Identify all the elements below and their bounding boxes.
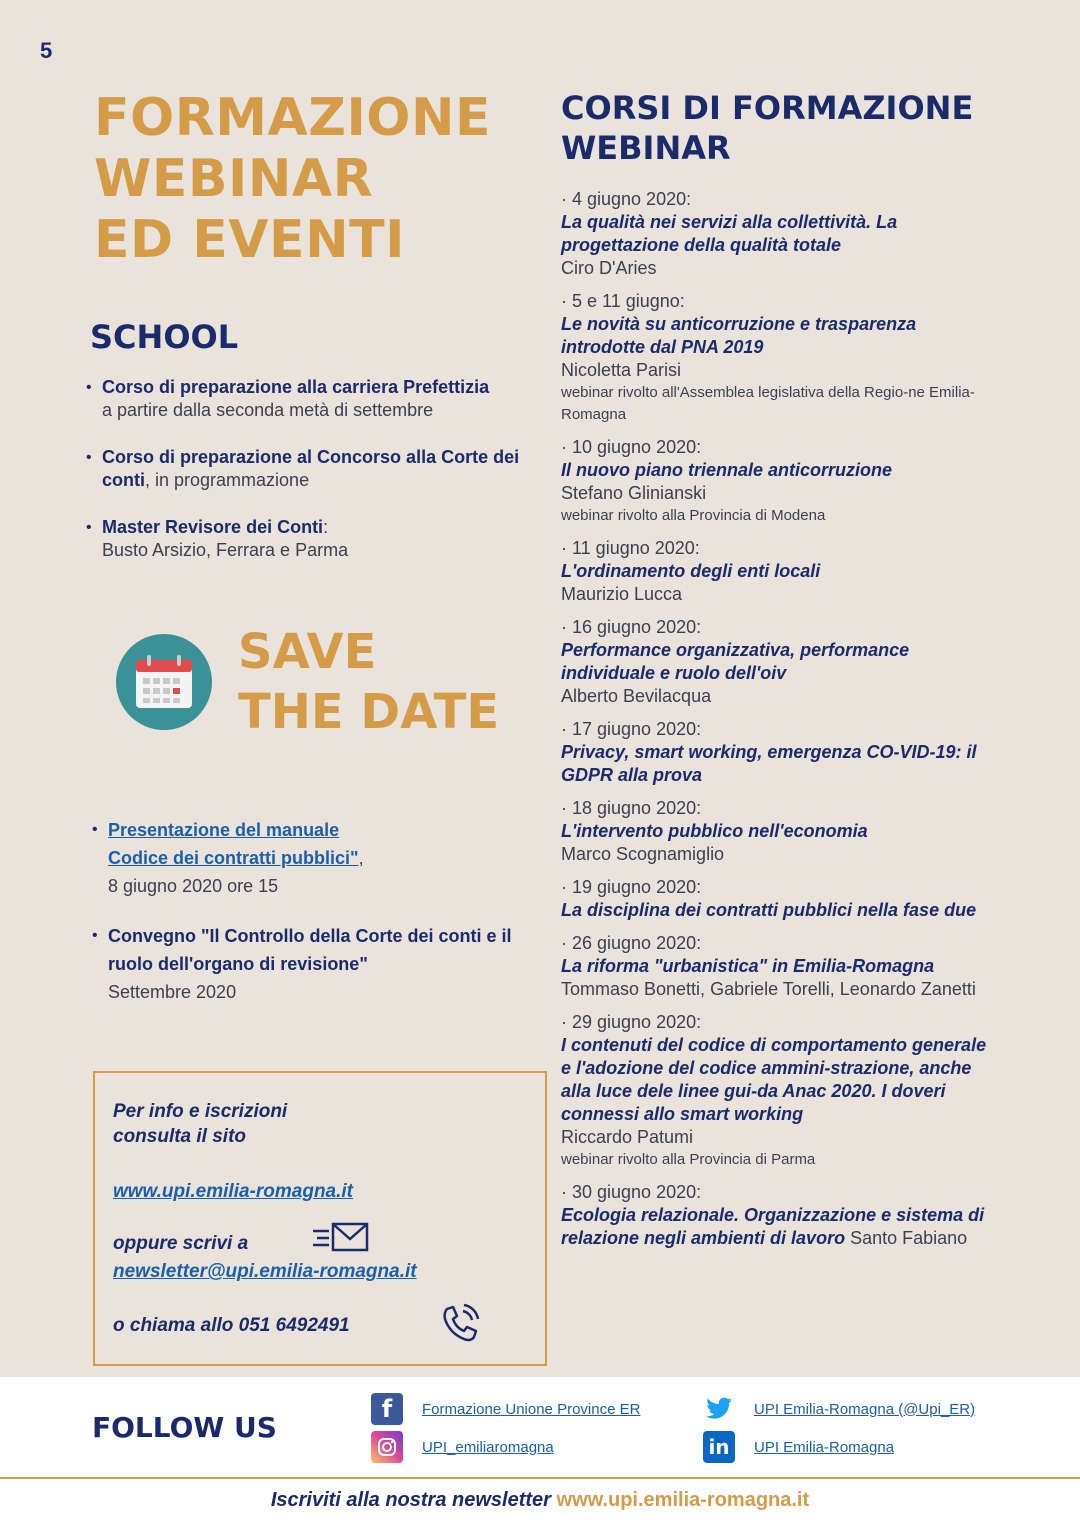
course-date: · 18 giugno 2020:	[561, 798, 702, 818]
follow-us-title: FOLLOW US	[92, 1411, 277, 1444]
course-item	[561, 1181, 1001, 1250]
course-title: L'ordinamento degli enti locali	[561, 561, 821, 581]
event-link[interactable]: Presentazione del manuale	[108, 820, 340, 840]
course-item	[561, 1011, 1001, 1171]
course-item	[561, 876, 1001, 922]
list-item	[86, 516, 541, 562]
save-the-date-text	[238, 622, 499, 742]
course-item	[561, 932, 1001, 1001]
course-speaker: Santo Fabiano	[845, 1228, 968, 1248]
course-speaker: Maurizio Lucca	[561, 584, 683, 604]
course-title: L'intervento pubblico nell'economia	[561, 821, 868, 841]
facebook-label[interactable]: Formazione Unione Province ER	[422, 1400, 641, 1418]
linkedin-link[interactable]	[703, 1431, 894, 1463]
course-speaker: Tommaso Bonetti, Gabriele Torelli, Leonardo Zanetti	[561, 979, 976, 999]
newsletter-link[interactable]: www.upi.emilia-romagna.it	[556, 1489, 810, 1511]
course-date: · 16 giugno 2020:	[561, 617, 702, 637]
list-item	[86, 446, 541, 492]
course-date: · 19 giugno 2020:	[561, 877, 702, 897]
course-item	[561, 718, 1001, 787]
instagram-label[interactable]: UPI_emiliaromagna	[422, 1438, 554, 1456]
instagram-link[interactable]	[371, 1431, 554, 1463]
course-date: · 29 giugno 2020:	[561, 1012, 702, 1032]
follow-us-band	[0, 1377, 1080, 1477]
course-item	[561, 436, 1001, 527]
school-item-detail: a partire dalla seconda metà di settembre	[102, 400, 434, 420]
newsletter-band	[0, 1479, 1080, 1529]
events-list	[92, 816, 547, 1028]
course-title: La disciplina dei contratti pubblici nella fase due	[561, 900, 977, 920]
course-date: · 17 giugno 2020:	[561, 719, 702, 739]
twitter-link[interactable]	[703, 1393, 975, 1425]
event-link[interactable]: Codice dei contratti pubblici"	[108, 848, 359, 868]
page-number: 5	[40, 38, 53, 63]
list-item	[92, 816, 547, 900]
course-title	[561, 1204, 1001, 1250]
course-date: · 4 giugno 2020:	[561, 189, 692, 209]
course-speaker: Alberto Bevilacqua	[561, 686, 712, 706]
courses-title: CORSI DI FORMAZIONE WEBINAR	[561, 89, 974, 167]
course-title: Le novità su anticorruzione e trasparenza introdotte dal PNA 2019	[561, 314, 917, 357]
course-title: Privacy, smart working, emergenza CO-VID-19: il GDPR alla prova	[561, 742, 977, 785]
course-item	[561, 797, 1001, 866]
linkedin-label[interactable]: UPI Emilia-Romagna	[754, 1438, 895, 1456]
course-speaker: Nicoletta Parisi	[561, 360, 682, 380]
school-list	[86, 376, 541, 586]
course-speaker: Riccardo Patumi	[561, 1127, 694, 1147]
event-title: Convegno "Il Controllo della Corte dei conti e il ruolo dell'organo di revisione"	[108, 926, 512, 974]
save-line: SAVE	[238, 624, 377, 680]
save-line: THE DATE	[238, 684, 500, 740]
course-note: webinar rivolto all'Assemblea legislativa della Regio-ne Emilia-Romagna	[561, 384, 975, 423]
school-item-title: Corso di preparazione al Concorso alla Corte dei conti	[102, 447, 520, 490]
save-the-date	[116, 622, 536, 742]
info-intro: Per info e iscrizioni consulta il sito	[113, 1101, 288, 1147]
linkedin-icon: in	[703, 1431, 735, 1463]
course-title: I contenuti del codice di comportamento generale e l'adozione del codice ammini-strazione, anche alla luce dele linee gui-da Anac 2020. I doveri connessi allo smart working	[561, 1035, 987, 1124]
school-item-colon: :	[323, 517, 329, 537]
course-date: · 10 giugno 2020:	[561, 437, 702, 457]
course-item	[561, 290, 1001, 426]
phone-icon	[438, 1301, 482, 1345]
site-link[interactable]: www.upi.emilia-romagna.it	[113, 1181, 353, 1202]
event-comma: ,	[358, 848, 364, 868]
course-title: Il nuovo piano triennale anticorruzione	[561, 460, 893, 480]
main-title-line: WEBINAR	[94, 149, 374, 209]
facebook-link[interactable]	[371, 1393, 640, 1425]
course-item	[561, 188, 1001, 280]
school-item-detail: , in programmazione	[145, 470, 310, 490]
main-title-line: ED EVENTI	[94, 210, 405, 270]
twitter-label[interactable]: UPI Emilia-Romagna (@Upi_ER)	[754, 1400, 976, 1418]
main-title	[94, 88, 534, 271]
main-title-line: FORMAZIONE	[94, 88, 492, 148]
course-date: · 11 giugno 2020:	[561, 538, 700, 558]
facebook-icon: f	[371, 1393, 403, 1425]
course-speaker: Stefano Glinianski	[561, 483, 707, 503]
info-box	[93, 1071, 547, 1366]
course-title-text: Ecologia relazionale. Organizzazione e sistema di relazione negli ambienti di lavoro	[561, 1205, 985, 1248]
email-link[interactable]: newsletter@upi.emilia-romagna.it	[113, 1261, 417, 1282]
courses-list	[561, 188, 1001, 1260]
course-item	[561, 537, 1001, 606]
course-title: La qualità nei servizi alla collettività. La progettazione della qualità totale	[561, 212, 898, 255]
event-date: 8 giugno 2020 ore 15	[108, 876, 279, 896]
course-speaker: Ciro D'Aries	[561, 258, 657, 278]
course-date: · 26 giugno 2020:	[561, 933, 702, 953]
course-item	[561, 616, 1001, 708]
info-phone: o chiama allo 051 6492491	[113, 1315, 350, 1336]
info-or-write: oppure scrivi a	[113, 1233, 249, 1254]
twitter-icon	[703, 1393, 735, 1425]
newsletter-text: Iscriviti alla nostra newsletter	[270, 1489, 557, 1511]
course-title: La riforma "urbanistica" in Emilia-Romagna	[561, 956, 935, 976]
course-note: webinar rivolto alla Provincia di Modena	[561, 507, 826, 524]
course-title: Performance organizzativa, performance individuale e ruolo dell'oiv	[561, 640, 910, 683]
list-item	[92, 922, 547, 1006]
mail-icon	[311, 1221, 371, 1255]
instagram-icon	[371, 1431, 403, 1463]
course-note: webinar rivolto alla Provincia di Parma	[561, 1151, 816, 1168]
calendar-icon	[116, 634, 212, 730]
school-item-detail: Busto Arsizio, Ferrara e Parma	[102, 540, 349, 560]
course-date: · 5 e 11 giugno:	[561, 291, 685, 311]
course-speaker: Marco Scognamiglio	[561, 844, 725, 864]
list-item	[86, 376, 541, 422]
event-date: Settembre 2020	[108, 982, 237, 1002]
school-item-title: Corso di preparazione alla carriera Prefettizia	[102, 377, 490, 397]
school-item-title: Master Revisore dei Conti	[102, 517, 324, 537]
school-title: SCHOOL	[90, 318, 239, 356]
course-date: · 30 giugno 2020:	[561, 1182, 702, 1202]
